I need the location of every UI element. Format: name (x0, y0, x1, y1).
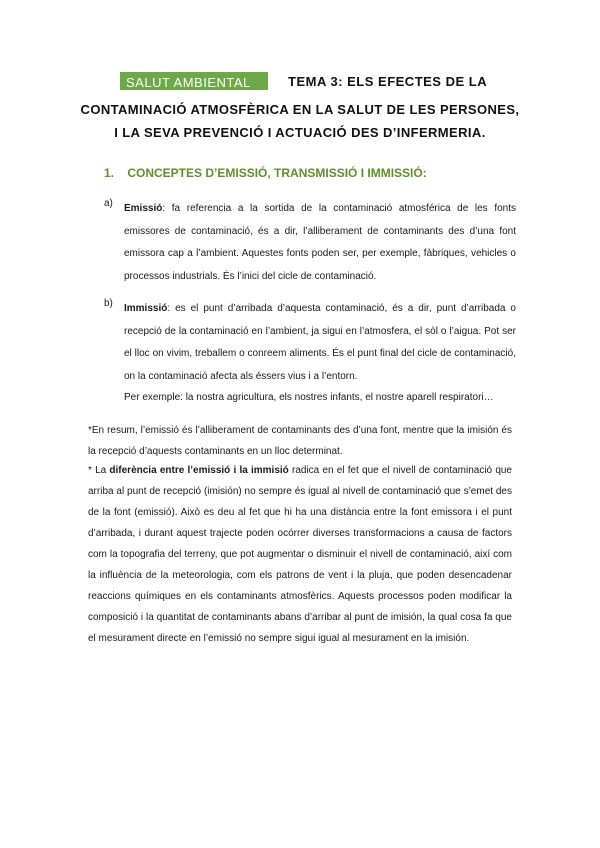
difference-body: radica en el fet que el nivell de contaminació que arriba al punt de recepció (imisión) no sempre és igual al nivell de contaminació que s’emet des de la font (emissió). Això es deu al fet que hi ha una distància entre la font emissora i el punt d’arribada, i durant aquest trajecte poden ocórrer diverses transformacions a causa de factors com la topografia del terreny, que pot augmentar o disminuir el nivell de contaminació, així com la influència de la meteorologia, com els patrons de vent i la pluja, que poden desencadenar reaccions químiques en els contaminants atmosfèrics. Aquests processos poden modificar la composició i la quantitat de contaminants abans d’arribar al punt de imisión, la qual cosa fa que el mesurament directe en l’emissió no sempre sigui igual al mesurament en la imisión. (88, 465, 512, 644)
title-line-2: CONTAMINACIÓ ATMOSFÈRICA EN LA SALUT DE LES PERSONES, (80, 102, 520, 117)
list-marker: a) (104, 198, 113, 209)
item-paragraph (124, 298, 516, 388)
title-line-3: I LA SEVA PREVENCIÓ I ACTUACIÓ DES D’INFERMERIA. (114, 125, 486, 140)
difference-prefix: * La (88, 465, 110, 476)
section-title: CONCEPTES D’EMISSIÓ, TRANSMISSIÓ I IMMISSIÓ: (127, 166, 427, 180)
title-line-1: TEMA 3: ELS EFECTES DE LA (288, 73, 488, 89)
item-paragraph (124, 198, 516, 288)
example-note: Per exemple: la nostra agricultura, els nostres infants, el nostre aparell respiratori… (124, 392, 494, 403)
difference-highlight: diferència entre l’emissió i la immisió (109, 465, 289, 476)
list-item-emissio (104, 198, 516, 288)
section-heading (104, 166, 524, 180)
list-item-immissio (104, 298, 516, 408)
subject-badge: SALUT AMBIENTAL (120, 72, 268, 90)
term-emissio: Emissió (124, 203, 163, 214)
item-text: : fa referencia a la sortida de la contaminació atmosférica de les fonts emissores de contaminació, és a dir, l’alliberament de contaminants des d’una font emissora cap a l’ambient. Aquestes fonts poden ser, per exemple, fàbriques, vehicles o processos industrials. És l’inici del cicle de contaminació. (124, 203, 516, 282)
difference-text (88, 460, 512, 649)
difference-paragraph (88, 460, 512, 649)
summary-paragraph (88, 420, 512, 462)
term-immissio: Immissió (124, 303, 168, 314)
item-text: : es el punt d’arribada d’aquesta contaminació, és a dir, punt d’arribada o recepció de la contaminació en l’ambient, ja sigui en l’atmosfera, el sòl o l’aigua. Pot ser el lloc on vivim, treballem o conreem aliments. És el punt final del cicle de contaminació, on la contaminació afecta als éssers vius i a l’entorn. (124, 303, 516, 382)
section-number: 1. (104, 166, 115, 180)
summary-text: *En resum, l’emissió és l’alliberament de contaminants des d’una font, mentre que la imisión és la recepció d’aquests contaminants en un lloc determinat. (88, 425, 512, 457)
list-marker: b) (104, 298, 113, 309)
title-row (120, 70, 520, 92)
